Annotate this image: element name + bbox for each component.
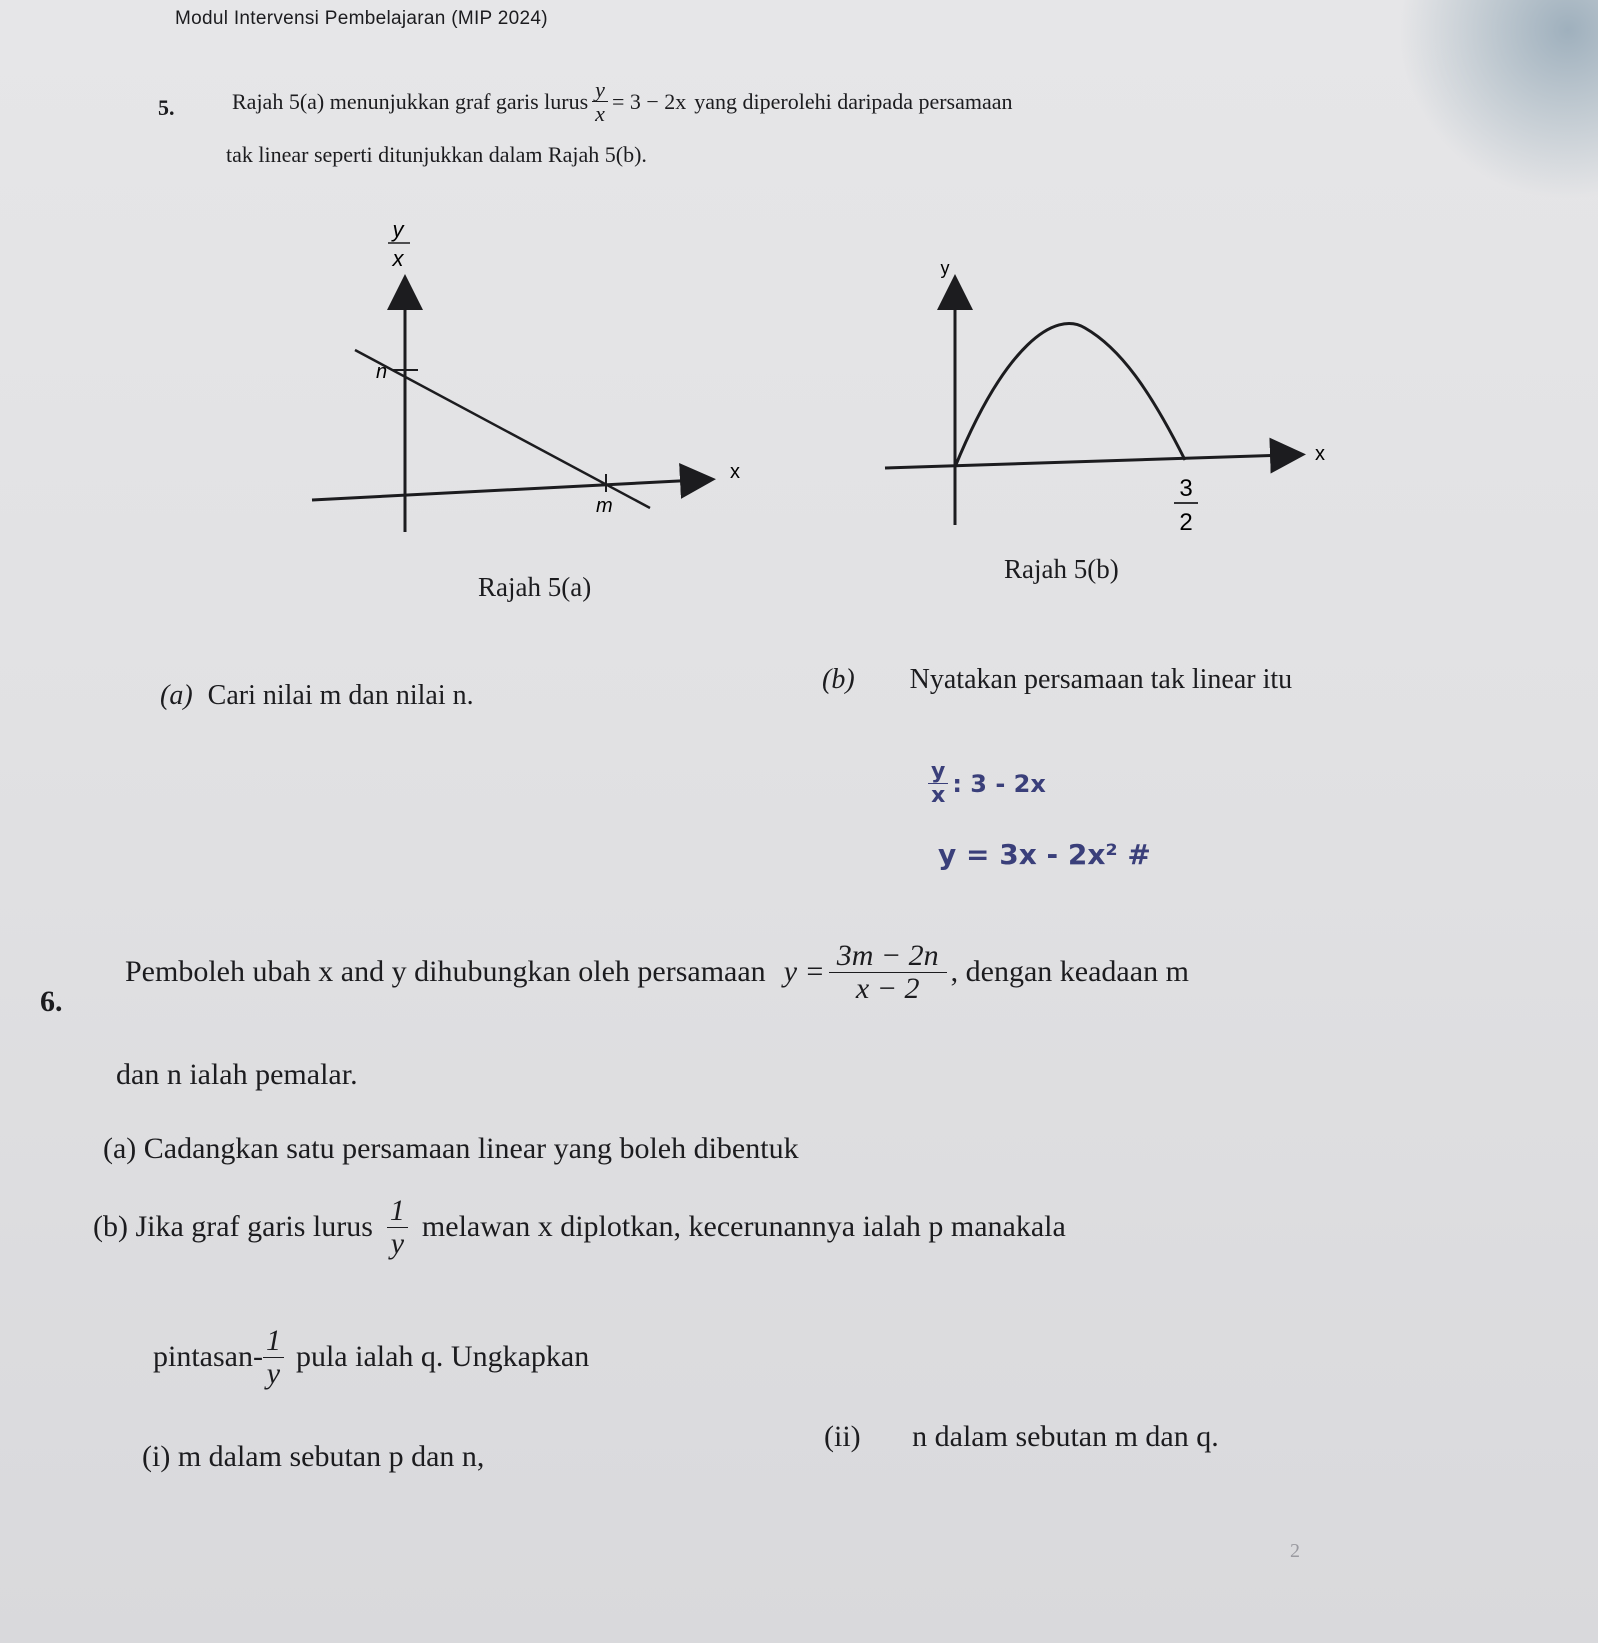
q6-line1-pre: Pemboleh ubah x and y dihubungkan oleh persamaan bbox=[125, 955, 766, 988]
fig5b-x-axis bbox=[885, 455, 1288, 468]
handwritten-frac-num: y bbox=[928, 760, 948, 784]
q5-part-b bbox=[822, 664, 1292, 696]
q6-line1-post: , dengan keadaan m bbox=[950, 955, 1189, 988]
q5-fraction-y-over-x bbox=[592, 78, 608, 125]
q5-line1-eq: = 3 − 2x bbox=[611, 88, 687, 114]
q6-part-ii bbox=[824, 1420, 1219, 1454]
fig5b-caption: Rajah 5(b) bbox=[1004, 554, 1119, 584]
handwritten-fraction bbox=[928, 760, 948, 807]
figure-5a bbox=[290, 210, 770, 540]
q6-part-b-fraction bbox=[387, 1195, 408, 1259]
q6-pintasan-frac-den: y bbox=[266, 1356, 281, 1390]
q5-frac-num: y bbox=[592, 78, 608, 102]
handwritten-line1-rest: : 3 - 2x bbox=[952, 769, 1046, 798]
fig5b-parabola-curve bbox=[955, 324, 1185, 467]
q5-line1-pre: Rajah 5(a) menunjukkan graf garis lurus bbox=[232, 88, 589, 114]
q6-pintasan-pre: pintasan- bbox=[153, 1340, 263, 1373]
q6-number: 6. bbox=[40, 985, 63, 1018]
q6-line1 bbox=[125, 940, 1189, 1004]
q6-pintasan-frac-num: 1 bbox=[263, 1325, 284, 1358]
q6-part-b-pre: (b) Jika graf garis lurus bbox=[93, 1210, 373, 1243]
page-mark: 2 bbox=[1290, 1540, 1300, 1562]
q6-pintasan-fraction bbox=[263, 1325, 284, 1389]
fig5b-y-label: y bbox=[940, 258, 950, 278]
fig5b-x-label: x bbox=[1315, 443, 1325, 465]
fig5b-root-num: 3 bbox=[1179, 475, 1193, 502]
q5-part-a-label: (a) bbox=[160, 680, 193, 711]
q5-line1-post: yang diperolehi daripada persamaan bbox=[694, 88, 1013, 114]
q5-part-a-text: Cari nilai m dan nilai n. bbox=[207, 680, 474, 711]
q5-part-b-text: Nyatakan persamaan tak linear itu bbox=[909, 664, 1293, 695]
q6-part-b-frac-den: y bbox=[390, 1226, 405, 1260]
q5-line2: tak linear seperti ditunjukkan dalam Rajah 5(b). bbox=[226, 142, 647, 167]
fig5a-x-axis bbox=[312, 480, 698, 500]
q6-part-ii-text: n dalam sebutan m dan q. bbox=[912, 1420, 1219, 1453]
fig5a-intercept-n: n bbox=[376, 361, 388, 383]
q6-part-b bbox=[93, 1195, 1066, 1259]
q6-pintasan-post: pula ialah q. Ungkapkan bbox=[295, 1340, 590, 1373]
fig5a-x-label: x bbox=[730, 461, 740, 483]
page-corner-shadow bbox=[1398, 0, 1598, 200]
q6-part-a: (a) Cadangkan satu persamaan linear yang boleh dibentuk bbox=[103, 1132, 799, 1165]
q5-number: 5. bbox=[158, 95, 175, 120]
q5-part-a bbox=[160, 680, 474, 712]
fig5a-intercept-m: m bbox=[596, 495, 613, 517]
q6-part-b-post: melawan x diplotkan, kecerunannya ialah p manakala bbox=[421, 1210, 1066, 1243]
handwritten-answer-line2: y = 3x - 2x² # bbox=[938, 838, 1151, 871]
module-header: Modul Intervensi Pembelajaran (MIP 2024) bbox=[175, 8, 548, 29]
q5-line1 bbox=[232, 78, 1013, 125]
handwritten-frac-den: x bbox=[931, 783, 946, 809]
figure-5b bbox=[870, 250, 1330, 550]
fig5a-caption: Rajah 5(a) bbox=[478, 572, 592, 602]
q6-part-i: (i) m dalam sebutan p dan n, bbox=[142, 1440, 485, 1473]
q5-part-b-label: (b) bbox=[822, 664, 855, 695]
q6-frac-num: 3m − 2n bbox=[829, 940, 947, 973]
q6-part-b-frac-num: 1 bbox=[387, 1195, 408, 1228]
fig5a-y-label-num: y bbox=[392, 217, 404, 242]
handwritten-answer-line1 bbox=[924, 760, 1046, 807]
q6-line2: dan n ialah pemalar. bbox=[116, 1058, 358, 1091]
q6-frac-den: x − 2 bbox=[855, 971, 920, 1005]
q6-eq-lhs: y = bbox=[783, 955, 825, 988]
fig5b-root-den: 2 bbox=[1179, 509, 1193, 536]
q5-frac-den: x bbox=[595, 101, 605, 127]
q6-pintasan-line bbox=[153, 1325, 589, 1389]
q6-fraction bbox=[829, 940, 947, 1004]
q6-part-ii-label: (ii) bbox=[824, 1420, 861, 1453]
fig5a-y-label-den: x bbox=[392, 246, 404, 271]
